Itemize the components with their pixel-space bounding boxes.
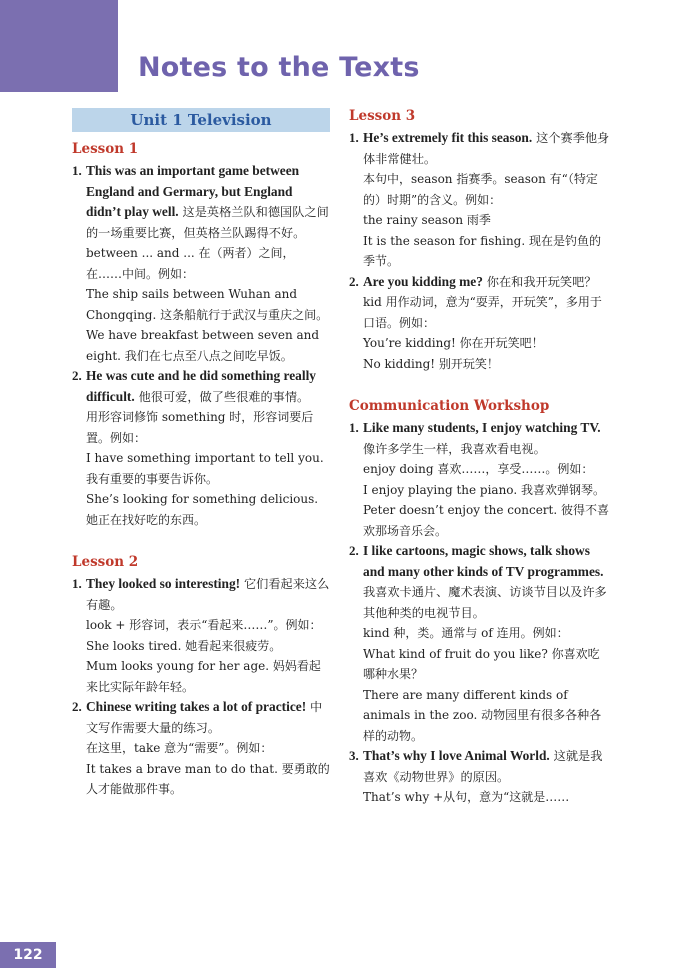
note-line: the rainy season 雨季: [363, 213, 491, 227]
unit-title: Unit 1 Television: [72, 108, 330, 132]
note-translation: 我喜欢卡通片、魔术表演、访谈节目以及许多其他种类的电视节目。: [363, 585, 607, 620]
lesson-2-heading: Lesson 2: [72, 554, 139, 570]
note-number: 2.: [349, 543, 359, 558]
note-translation: 你在和我开玩笑吧？: [486, 274, 597, 289]
note-english: Chinese writing takes a lot of practice!: [86, 699, 307, 714]
note-line: There are many different kinds of animals in the zoo. 动物园里有很多各种各样的动物。: [363, 687, 602, 743]
note-number: 1.: [349, 130, 359, 145]
note-translation: 这个赛季他身体非常健壮。: [363, 131, 610, 166]
note-number: 3.: [349, 748, 359, 763]
note-line: You’re kidding! 你在开玩笑吧！: [363, 336, 544, 350]
workshop-heading: Communication Workshop: [349, 398, 550, 414]
note-line: kind 种，类。通常与 of 连用。例如：: [363, 626, 569, 640]
note-english: That’s why I love Animal World.: [363, 748, 550, 763]
note-translation: 这就是我喜欢《动物世界》的原因。: [363, 749, 603, 784]
note-line: 用形容词修饰 something 时，形容词要后置。例如：: [86, 410, 314, 445]
note-english: They looked so interesting!: [86, 576, 241, 591]
note-number: 1.: [72, 576, 82, 591]
note-english: This was an important game between England and Germary, but England didn’t play well.: [86, 163, 300, 219]
note-line: We have breakfast between seven and eight. 我们在七点至八点之间吃早饭。: [86, 328, 320, 363]
note-line: She’s looking for something delicious. 她正在找好吃的东西。: [86, 492, 319, 527]
note-line: Peter doesn’t enjoy the concert. 彼得不喜欢那场音乐会。: [363, 503, 609, 538]
note-english: I like cartoons, magic shows, talk shows and many other kinds of TV programmes.: [363, 543, 604, 579]
note-number: 2.: [72, 699, 82, 714]
note-line: The ship sails between Wuhan and Chongqing. 这条船航行于武汉与重庆之间。: [86, 287, 329, 322]
note-english: Are you kidding me?: [363, 273, 483, 289]
note-line: That’s why +从句，意为“这就是……: [363, 790, 570, 804]
note-translation: 它们看起来这么有趣。: [86, 577, 330, 612]
lesson-3-heading: Lesson 3: [349, 108, 416, 124]
note-translation: 像许多学生一样，我喜欢看电视。: [363, 441, 546, 456]
note-line: I have something important to tell you. 我有重要的事要告诉你。: [86, 451, 324, 486]
lesson-1-heading: Lesson 1: [72, 141, 139, 157]
note-line: look + 形容词，表示“看起来……”。例如：: [86, 618, 322, 632]
note-translation: 中文写作需要大量的练习。: [86, 700, 323, 735]
note-number: 1.: [349, 420, 359, 435]
note-item: [349, 128, 611, 272]
note-line: between ... and ... 在（两者）之间，在……中间。例如：: [86, 246, 295, 281]
note-line: She looks tired. 她看起来很疲劳。: [86, 638, 282, 653]
note-item: [72, 697, 330, 800]
note-line: kid 用作动词，意为“耍弄，开玩笑”，多用于口语。例如：: [363, 295, 602, 330]
page-number: 122: [0, 942, 56, 968]
note-line: What kind of fruit do you like? 你喜欢吃哪种水果？: [363, 646, 600, 681]
note-number: 1.: [72, 163, 82, 178]
note-line: 在这里，take 意为“需要”。例如：: [86, 741, 273, 755]
note-translation: 这是英格兰队和德国队之间的一场重要比赛，但英格兰队踢得不好。: [86, 205, 329, 240]
note-line: 本句中，season 指赛季。season 有“（特定的）时期”的含义。例如：: [363, 172, 598, 207]
note-number: 2.: [72, 368, 82, 383]
note-line: It takes a brave man to do that. 要勇敢的人才能做那件事。: [86, 761, 330, 796]
note-english: He’s extremely fit this season.: [363, 130, 533, 145]
corner-block: [0, 0, 118, 92]
note-item: [72, 366, 330, 530]
note-english: Like many students, I enjoy watching TV.: [363, 420, 601, 435]
right-column: [349, 108, 611, 808]
note-item: [349, 541, 611, 746]
note-line: enjoy doing 喜欢……，享受……。例如：: [363, 462, 594, 476]
note-english: He was cute and he did something really difficult.: [86, 368, 317, 404]
page-title: Notes to the Texts: [138, 52, 420, 83]
note-number: 2.: [349, 273, 359, 289]
note-item: [72, 161, 330, 366]
note-translation: 他很可爱，做了些很难的事情。: [138, 389, 310, 404]
note-item: [72, 574, 330, 697]
note-item: [349, 418, 611, 541]
note-item: [349, 272, 611, 375]
note-line: I enjoy playing the piano. 我喜欢弹钢琴。: [363, 482, 605, 497]
note-line: Mum looks young for her age. 妈妈看起来比实际年龄年轻。: [86, 659, 321, 694]
left-column: [72, 108, 330, 800]
note-line: It is the season for fishing. 现在是钓鱼的季节。: [363, 233, 601, 268]
note-item: [349, 746, 611, 808]
note-line: No kidding! 别开玩笑！: [363, 356, 499, 371]
